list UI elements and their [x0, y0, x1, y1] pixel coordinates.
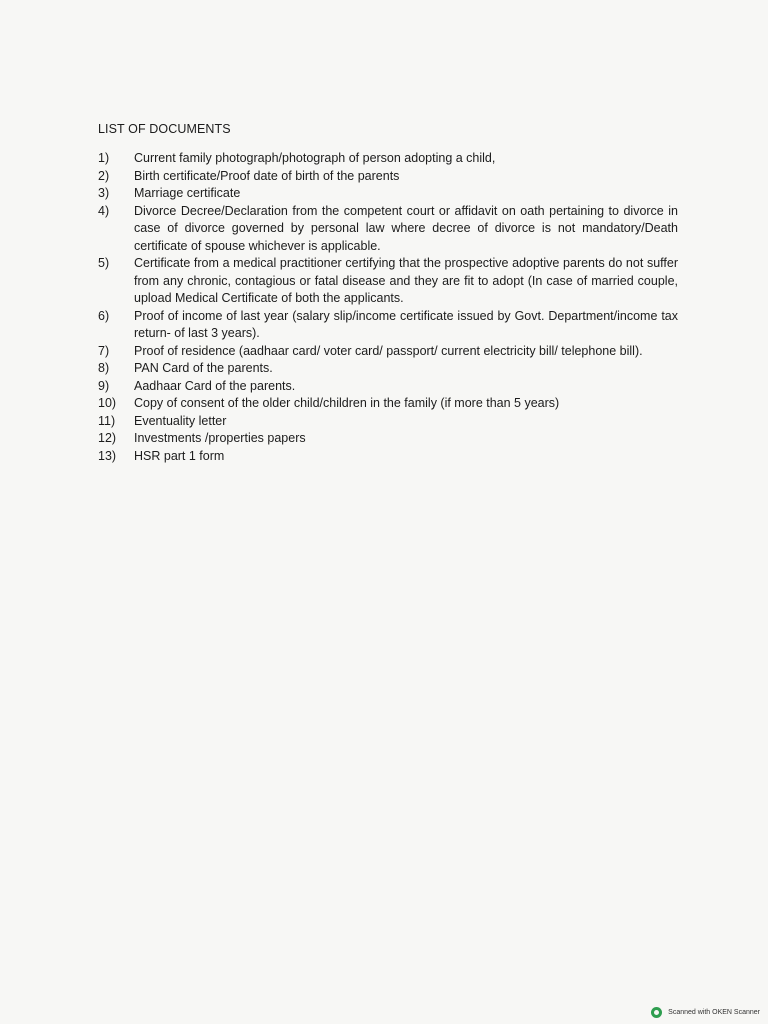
list-item — [98, 378, 678, 396]
list-item — [98, 308, 678, 343]
list-item-number: 8) — [98, 361, 110, 375]
document-body — [98, 121, 678, 465]
list-item-number: 5) — [98, 256, 110, 270]
list-item — [98, 448, 678, 466]
list-item — [98, 185, 678, 203]
list-item-number: 9) — [98, 378, 110, 393]
list-item — [98, 360, 678, 378]
list-item-number: 4) — [98, 203, 110, 218]
scanner-watermark-text: Scanned with OKEN Scanner — [668, 1009, 760, 1016]
list-item-number: 7) — [98, 343, 110, 358]
list-item-number: 2) — [98, 168, 110, 183]
list-item-number: 3) — [98, 186, 110, 200]
list-item-text: Aadhaar Card of the parents. — [134, 378, 296, 393]
list-item-text: Proof of residence (aadhaar card/ voter card/ passport/ current electricity bill/ telephone bill). — [134, 343, 643, 358]
list-item — [98, 413, 678, 431]
list-item — [98, 395, 678, 413]
list-item-text: PAN Card of the parents. — [134, 361, 273, 375]
list-item — [98, 430, 678, 448]
oken-scanner-logo-icon — [651, 1007, 662, 1018]
list-item-number: 1) — [98, 151, 110, 165]
list-item — [98, 255, 678, 308]
list-item-number: 12) — [98, 431, 117, 445]
list-item-number: 11) — [98, 413, 116, 428]
list-item-text: Investments /properties papers — [134, 431, 306, 445]
list-item-text: HSR part 1 form — [134, 448, 225, 463]
list-item — [98, 168, 678, 186]
list-item — [98, 343, 678, 361]
list-item-number: 13) — [98, 448, 117, 463]
document-title: LIST OF DOCUMENTS — [98, 122, 231, 136]
list-item-text: Eventuality letter — [134, 413, 227, 428]
list-item-number: 6) — [98, 308, 110, 323]
list-item-number: 10) — [98, 396, 117, 410]
list-item-text: Marriage certificate — [134, 186, 241, 200]
list-item-text: Copy of consent of the older child/children in the family (if more than 5 years) — [134, 396, 560, 410]
list-item-text: Birth certificate/Proof date of birth of the parents — [134, 168, 400, 183]
list-item-text: Certificate from a medical practitioner certifying that the prospective adoptive parents do not suffer from any chronic, contagious or fatal disease and they are fit to adopt (In case of married couple, upload Medical Certificate of both the applicants. — [134, 256, 678, 305]
list-item-text: Divorce Decree/Declaration from the competent court or affidavit on oath pertaining to divorce in case of divorce governed by personal law where decree of divorce is not mandatory/Death certificate of spouse whichever is applicable. — [134, 203, 678, 253]
document-list — [98, 150, 678, 465]
list-item-text: Current family photograph/photograph of person adopting a child, — [134, 151, 496, 165]
list-item-text: Proof of income of last year (salary slip/income certificate issued by Govt. Department/income tax return- of last 3 years). — [134, 308, 678, 340]
list-item — [98, 150, 678, 168]
list-item — [98, 203, 678, 256]
scanner-watermark — [651, 1007, 760, 1018]
